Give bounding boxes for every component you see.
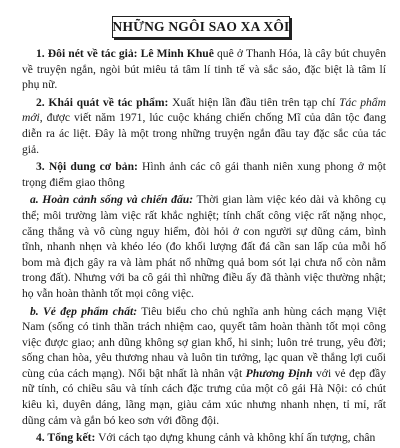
section-heading: 4. Tổng kết:: [36, 431, 96, 445]
paragraph-text: Thời gian làm việc kéo dài và không cụ thể; môi trường làm việc rất khắc nghiệt; tính chất công việc rất nặng nhọc, căng thẳng và vô cùng nguy hiểm, đòi hỏi ở con người sự dũng cảm, bình tĩnh, nhanh nhẹn và khéo léo (đo khối lượng đất đá cần san lấp của mỗi hố bom mà địch gây ra và làm phát nổ những quả bom sót lại chưa nổ còn nằm trong đất). Nhưng với ba cô gái thì những điều ấy đã thành việc thường nhật; họ vẫn hoàn thành tốt mọi công việc.: [22, 193, 386, 300]
subsection-a: [22, 192, 386, 301]
section-author: [22, 46, 386, 93]
author-name: Lê Minh Khuê: [140, 47, 214, 60]
document-body: [22, 46, 386, 448]
section-work: [22, 95, 386, 157]
paragraph-text: , được viết năm 1971, lúc cuộc kháng chiến chống Mĩ của dân tộc đang diễn ra ác liệt. Đây là một trong những truyện ngắn đầu tay đặc sắc của tác giả.: [22, 111, 386, 156]
paragraph-text: Với cách tạo dựng khung cảnh và không khí ấn tượng, chân: [95, 431, 376, 445]
magazine-name: Tác phẩm mới: [22, 95, 386, 125]
subsection-heading: a. Hoàn cảnh sống và chiến đấu:: [30, 193, 194, 207]
section-heading: 3. Nội dung cơ bản:: [36, 160, 138, 174]
paragraph-text: quê ở Thanh Hóa, là cây bút chuyên về truyện ngắn, ngòi bút miêu tả tâm lí tinh tế và sắc sảo, đặc biệt là tâm lí phụ nữ.: [22, 47, 387, 92]
section-heading: 2. Khái quát về tác phẩm:: [36, 95, 169, 109]
subsection-heading: b. Vẻ đẹp phẩm chất:: [30, 304, 138, 318]
paragraph-text: với vẻ đẹp đầy nữ tính, có chiều sâu và tính cách đặc trưng của một cô gái Hà Nội: có chút kiêu kì, duyên dáng, lãng mạn, giàu cảm xúc nhưng nhanh nhẹn, tỉ mỉ, rất dũng cảm và gắn bó keo sơn với đồng đội.: [22, 366, 386, 427]
section-heading: 1. Đôi nét về tác giả:: [36, 47, 138, 60]
paragraph-text: Hình ảnh các cô gái thanh niên xung phong ở một trọng điểm giao thông: [22, 160, 386, 189]
paragraph-text: Xuất hiện lần đầu tiên trên tạp chí: [168, 95, 340, 109]
section-summary: [22, 430, 386, 446]
character-name: Phương Định: [245, 366, 313, 380]
subsection-b: [22, 304, 386, 429]
page-title: NHỮNG NGÔI SAO XA XÔI: [112, 16, 290, 38]
section-content: [22, 159, 386, 190]
paragraph-text: Tiêu biểu cho chủ nghĩa anh hùng cách mạng Việt Nam (sống có tinh thần trách nhiệm cao, quyết tâm hoàn thành tốt mọi công việc được giao; anh dũng không sợ gian khổ, hi sinh; luôn trẻ trung, yêu đời; sống chan hòa, yêu thương nhau và luôn tin tưởng, lạc quan về thắng lợi cuối cùng của cách mạng). Nổi bật nhất là nhân vật: [22, 304, 386, 380]
